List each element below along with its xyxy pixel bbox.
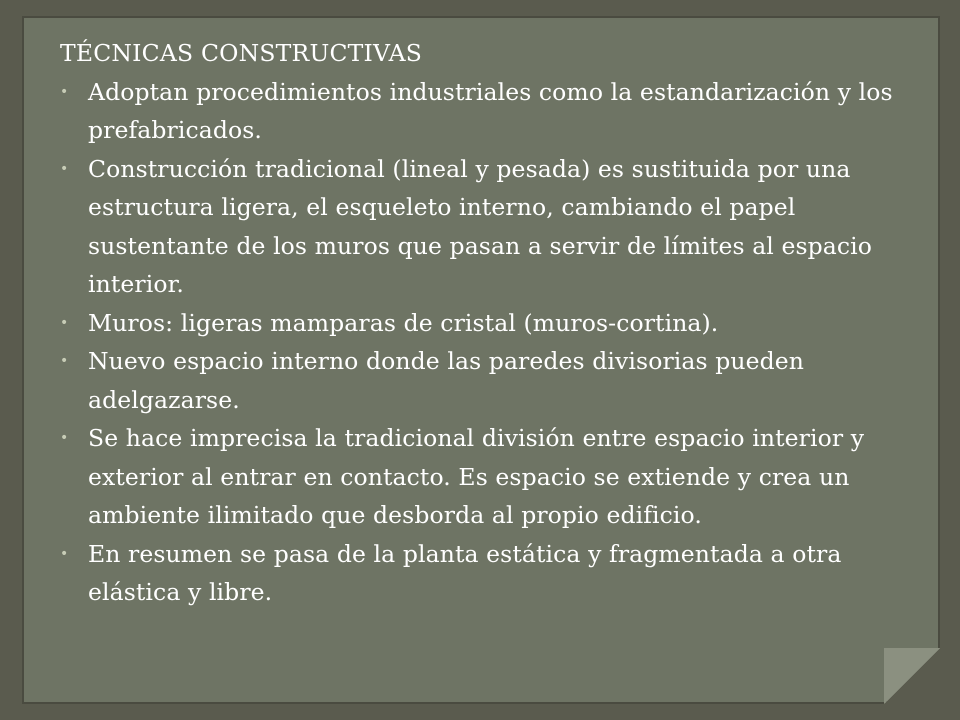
bullet-list: [60, 73, 910, 612]
bullet-item: [60, 304, 910, 343]
slide-text-area: [60, 34, 910, 612]
slide-title: TÉCNICAS CONSTRUCTIVAS: [60, 39, 423, 67]
bullet-text: En resumen se pasa de la planta estática y fragmentada a otra elástica y libre.: [88, 539, 842, 606]
bullet-icon: •: [60, 160, 69, 177]
bullet-icon: •: [60, 545, 69, 562]
bullet-item: [60, 73, 910, 150]
bullet-text: Construcción tradicional (lineal y pesada) es sustituida por una estructura ligera, el esqueleto interno, cambiando el papel sustentante de los muros que pasan a servir de límites al espacio interior.: [88, 154, 873, 298]
bullet-text: Nuevo espacio interno donde las paredes divisorias pueden adelgazarse.: [88, 347, 805, 414]
bullet-item: [60, 419, 910, 535]
bullet-icon: •: [60, 314, 69, 331]
bullet-icon: •: [60, 83, 69, 100]
bullet-text: Adoptan procedimientos industriales como la estandarización y los prefabricados.: [88, 77, 893, 144]
bullet-icon: •: [60, 430, 69, 446]
bullet-text: Se hace imprecisa la tradicional división entre espacio interior y exterior al entrar en contacto. Es espacio se extiende y crea un ambiente ilimitado que desborda al propio edificio.: [88, 424, 865, 529]
bullet-item: [60, 535, 910, 612]
bullet-item: [60, 150, 910, 304]
bullet-icon: •: [60, 353, 69, 369]
bullet-item: [60, 342, 910, 419]
bullet-text: Muros: ligeras mamparas de cristal (muros-cortina).: [88, 308, 719, 337]
